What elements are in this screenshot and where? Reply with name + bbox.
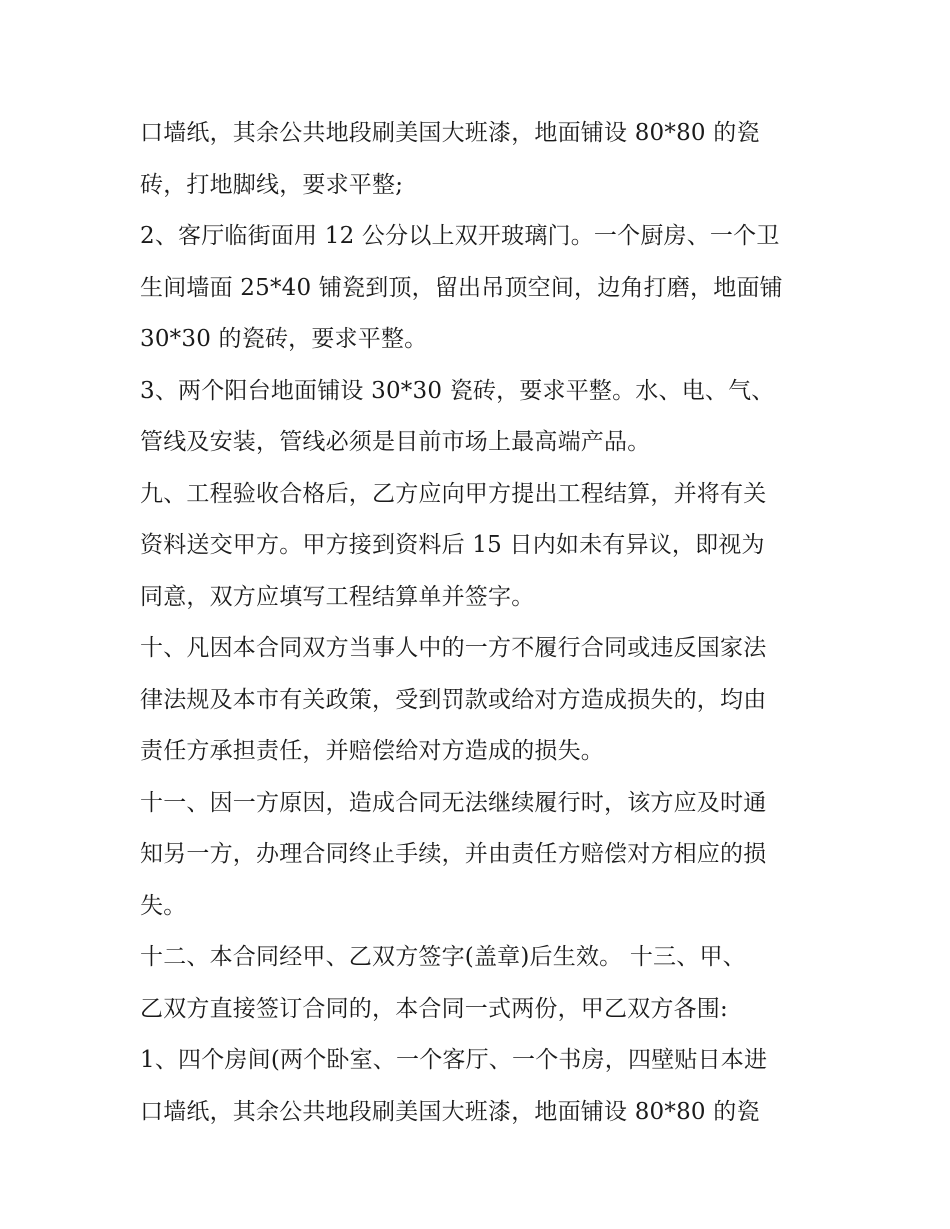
text-line: 生间墙面 25*40 铺瓷到顶，留出吊顶空间，边角打磨，地面铺: [140, 274, 783, 301]
text-line: 资料送交甲方。甲方接到资料后 15 日内如未有异议，即视为: [140, 532, 765, 558]
document-body: [140, 108, 820, 1138]
text-line: 九、工程验收合格后，乙方应向甲方提出工程结算，并将有关: [140, 480, 767, 507]
text-line: 1、四个房间(两个卧室、一个客厅、一个书房，四壁贴日本进: [140, 1047, 768, 1073]
text-line: 十二、本合同经甲、乙双方签字(盖章)后生效。 十三、甲、: [140, 944, 746, 970]
text-line: 砖，打地脚线，要求平整;: [140, 171, 404, 198]
text-line: 十一、因一方原因，造成合同无法继续履行时，该方应及时通: [140, 789, 767, 816]
text-line: 律法规及本市有关政策，受到罚款或给对方造成损失的，均由: [140, 686, 767, 713]
text-line: 十、凡因本合同双方当事人中的一方不履行合同或违反国家法: [140, 635, 767, 661]
text-line: 口墙纸，其余公共地段刷美国大班漆，地面铺设 80*80 的瓷: [140, 1098, 760, 1125]
text-line: 失。: [140, 892, 187, 919]
text-line: 同意，双方应填写工程结算单并签字。: [140, 583, 535, 610]
text-line: 口墙纸，其余公共地段刷美国大班漆，地面铺设 80*80 的瓷: [140, 120, 760, 146]
text-line: 30*30 的瓷砖，要求平整。: [140, 326, 428, 352]
text-line: 乙双方直接签订合同的，本合同一式两份，甲乙双方各围:: [140, 995, 728, 1022]
text-line: 管线及安装，管线必须是目前市场上最高端产品。: [140, 429, 651, 455]
text-line: 3、两个阳台地面铺设 30*30 瓷砖，要求平整。水、电、气、: [140, 377, 775, 404]
text-line: 2、客厅临街面用 12 公分以上双开玻璃门。一个厨房、一个卫: [140, 223, 780, 249]
text-line: 责任方承担责任，并赔偿给对方造成的损失。: [140, 738, 604, 764]
text-line: 知另一方，办理合同终止手续，并由责任方赔偿对方相应的损: [140, 841, 767, 867]
